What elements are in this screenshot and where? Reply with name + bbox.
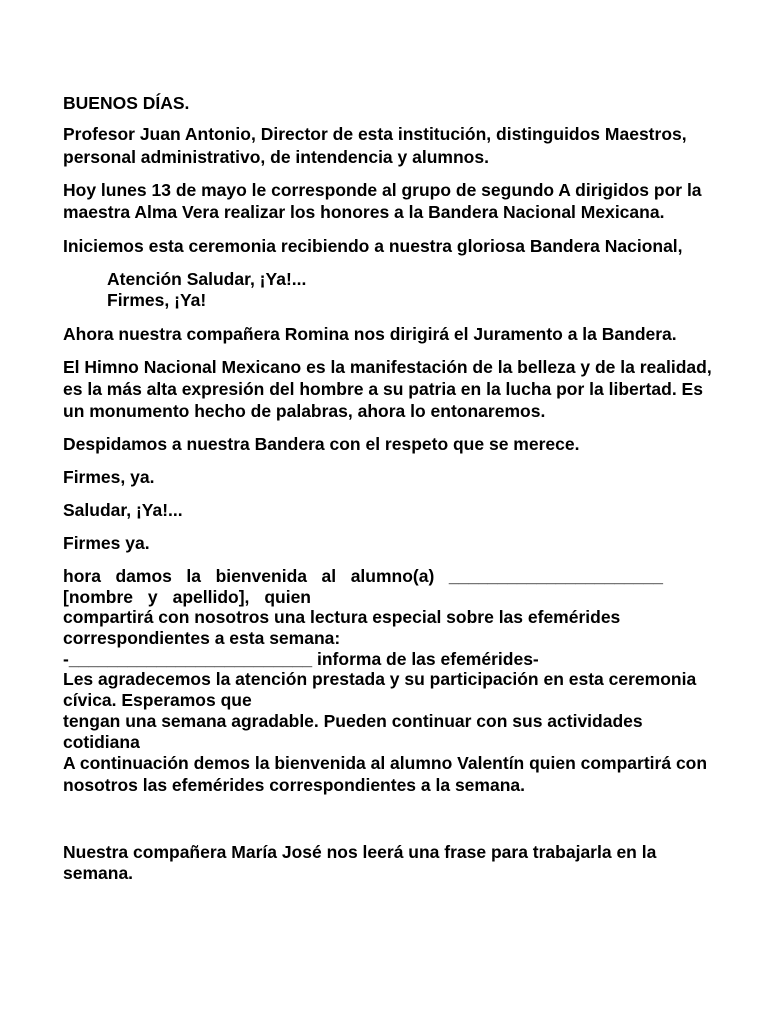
efemerides-intro-line: nosotros las efemérides correspondientes a la semana. xyxy=(63,775,525,795)
ceremony-opening-line: Iniciemos esta ceremonia recibiendo a nuestra gloriosa Bandera Nacional, xyxy=(63,236,683,256)
anthem-line: un monumento hecho de palabras, ahora lo entonaremos. xyxy=(63,401,546,421)
welcome-student-line: correspondientes a esta semana: xyxy=(63,628,341,648)
flag-command-line: Atención Saludar, ¡Ya!... xyxy=(107,269,307,289)
efemerides-intro-line: A continuación demos la bienvenida al alumno Valentín quien compartirá con xyxy=(63,753,708,773)
flag-farewell-line: Despidamos a nuestra Bandera con el respeto que se merece. xyxy=(63,434,580,454)
thanks-line: cotidiana xyxy=(63,732,140,752)
greeting-heading: BUENOS DÍAS. xyxy=(63,93,190,113)
introduction-line: maestra Alma Vera realizar los honores a la Bandera Nacional Mexicana. xyxy=(63,202,665,222)
thanks-line: cívica. Esperamos que xyxy=(63,690,252,710)
oath-line: Ahora nuestra compañera Romina nos dirigirá el Juramento a la Bandera. xyxy=(63,324,677,344)
salutation-line: Profesor Juan Antonio, Director de esta institución, distinguidos Maestros, xyxy=(63,124,687,144)
thanks-line: tengan una semana agradable. Pueden continuar con sus actividades xyxy=(63,711,643,731)
introduction-line: Hoy lunes 13 de mayo le corresponde al grupo de segundo A dirigidos por la xyxy=(63,180,702,200)
welcome-student-line: compartirá con nosotros una lectura especial sobre las efemérides xyxy=(63,607,621,627)
phrase-announcement-line: semana. xyxy=(63,863,134,883)
thanks-line: Les agradecemos la atención prestada y su participación en esta ceremonia xyxy=(63,669,697,689)
phrase-announcement-line: Nuestra compañera María José nos leerá una frase para trabajarla en la xyxy=(63,842,657,862)
welcome-student-line: hora damos la bienvenida al alumno(a) ______________________ xyxy=(63,566,663,586)
salutation-line: personal administrativo, de intendencia y alumnos. xyxy=(63,147,489,167)
flag-command-line: Firmes, ¡Ya! xyxy=(107,290,207,310)
anthem-line: El Himno Nacional Mexicano es la manifestación de la belleza y de la realidad, xyxy=(63,357,712,377)
command-firmes-line-2: Firmes ya. xyxy=(63,533,150,553)
anthem-line: es la más alta expresión del hombre a su patria en la lucha por la libertad. Es xyxy=(63,379,703,399)
command-firmes-line: Firmes, ya. xyxy=(63,467,155,487)
welcome-student-line: [nombre y apellido], quien xyxy=(63,587,311,607)
welcome-student-line: -_________________________ informa de las efemérides- xyxy=(63,649,539,669)
command-saludar-line: Saludar, ¡Ya!... xyxy=(63,500,183,520)
